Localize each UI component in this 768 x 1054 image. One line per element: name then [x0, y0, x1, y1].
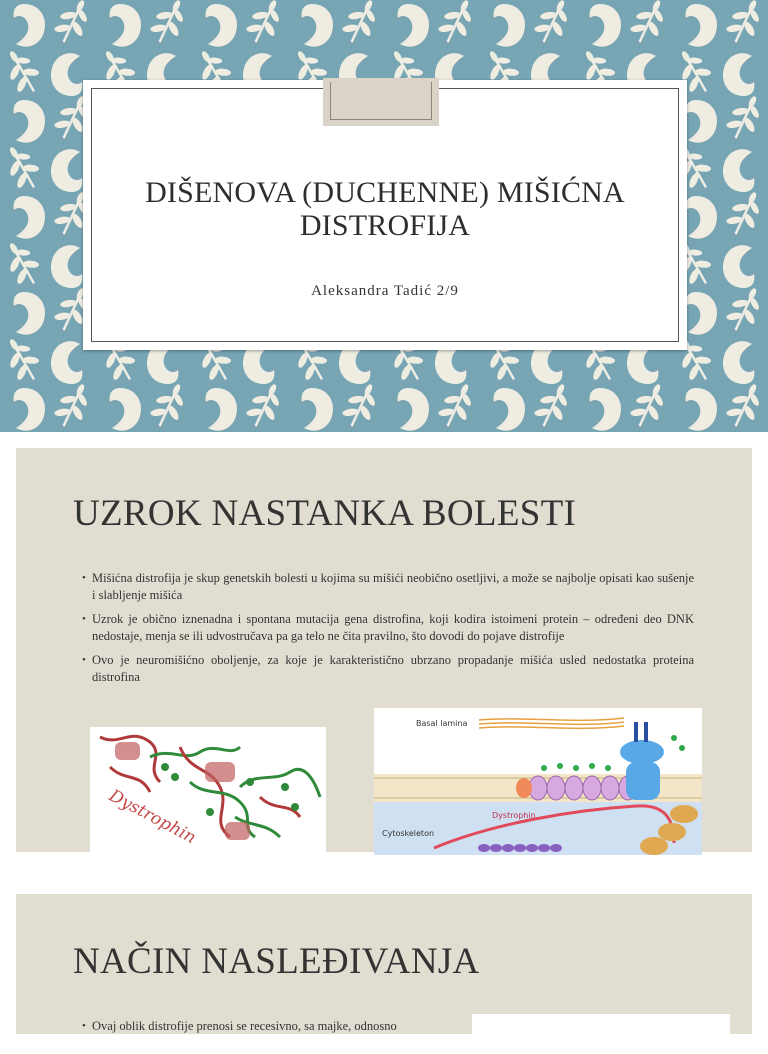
presentation-author: Aleksandra Tadić 2/9	[311, 283, 459, 299]
bullet-list	[74, 570, 694, 693]
muscle-membrane-diagram	[374, 708, 702, 855]
bullet-list	[74, 1018, 422, 1042]
inheritance-slide	[0, 878, 768, 1033]
list-item: • Mišićna distrofija je skup genetskih bolesti u kojima su mišići neobično osetljivi, a može se najbolje opisati kao sušenje i slabljenje mišića	[82, 571, 694, 602]
title-card	[83, 80, 687, 350]
inheritance-image	[472, 1014, 730, 1054]
dystrophin-diagram-label: Dystrophin	[492, 811, 536, 820]
slide-heading: UZROK NASTANKA BOLESTI	[73, 493, 577, 534]
presentation-title: DIŠENOVA (DUCHENNE) MIŠIĆNA DISTROFIJA	[145, 176, 625, 242]
slide-panel	[16, 448, 752, 852]
dystrophin-image-label: Dystrophin	[105, 785, 200, 849]
slide-heading: NAČIN NASLEĐIVANJA	[73, 941, 480, 982]
list-item: • Ovo je neuromišićno oboljenje, za koje je karakteristično ubrzano propadanje mišića usled nedostatka proteina distrofina	[82, 653, 694, 684]
basal-lamina-label: Basal lamina	[416, 719, 468, 728]
slide-panel	[16, 894, 752, 1034]
list-item: • Uzrok je obično iznenadna i spontana mutacija gena distrofina, koji kodira istoimeni protein – određeni deo DNK nedostaje, menja se ili udvostručava pa ga telo ne čita pravilno, što dovodi do pojave distrofije	[82, 612, 694, 643]
cause-slide	[0, 432, 768, 878]
title-tab-decoration	[323, 78, 439, 126]
list-item: • Ovaj oblik distrofije prenosi se recesivno, sa majke, odnosno	[82, 1019, 397, 1033]
title-slide	[0, 0, 768, 432]
cytoskeleton-label: Cytoskeleton	[382, 829, 435, 838]
dystrophin-protein-image	[90, 727, 326, 853]
